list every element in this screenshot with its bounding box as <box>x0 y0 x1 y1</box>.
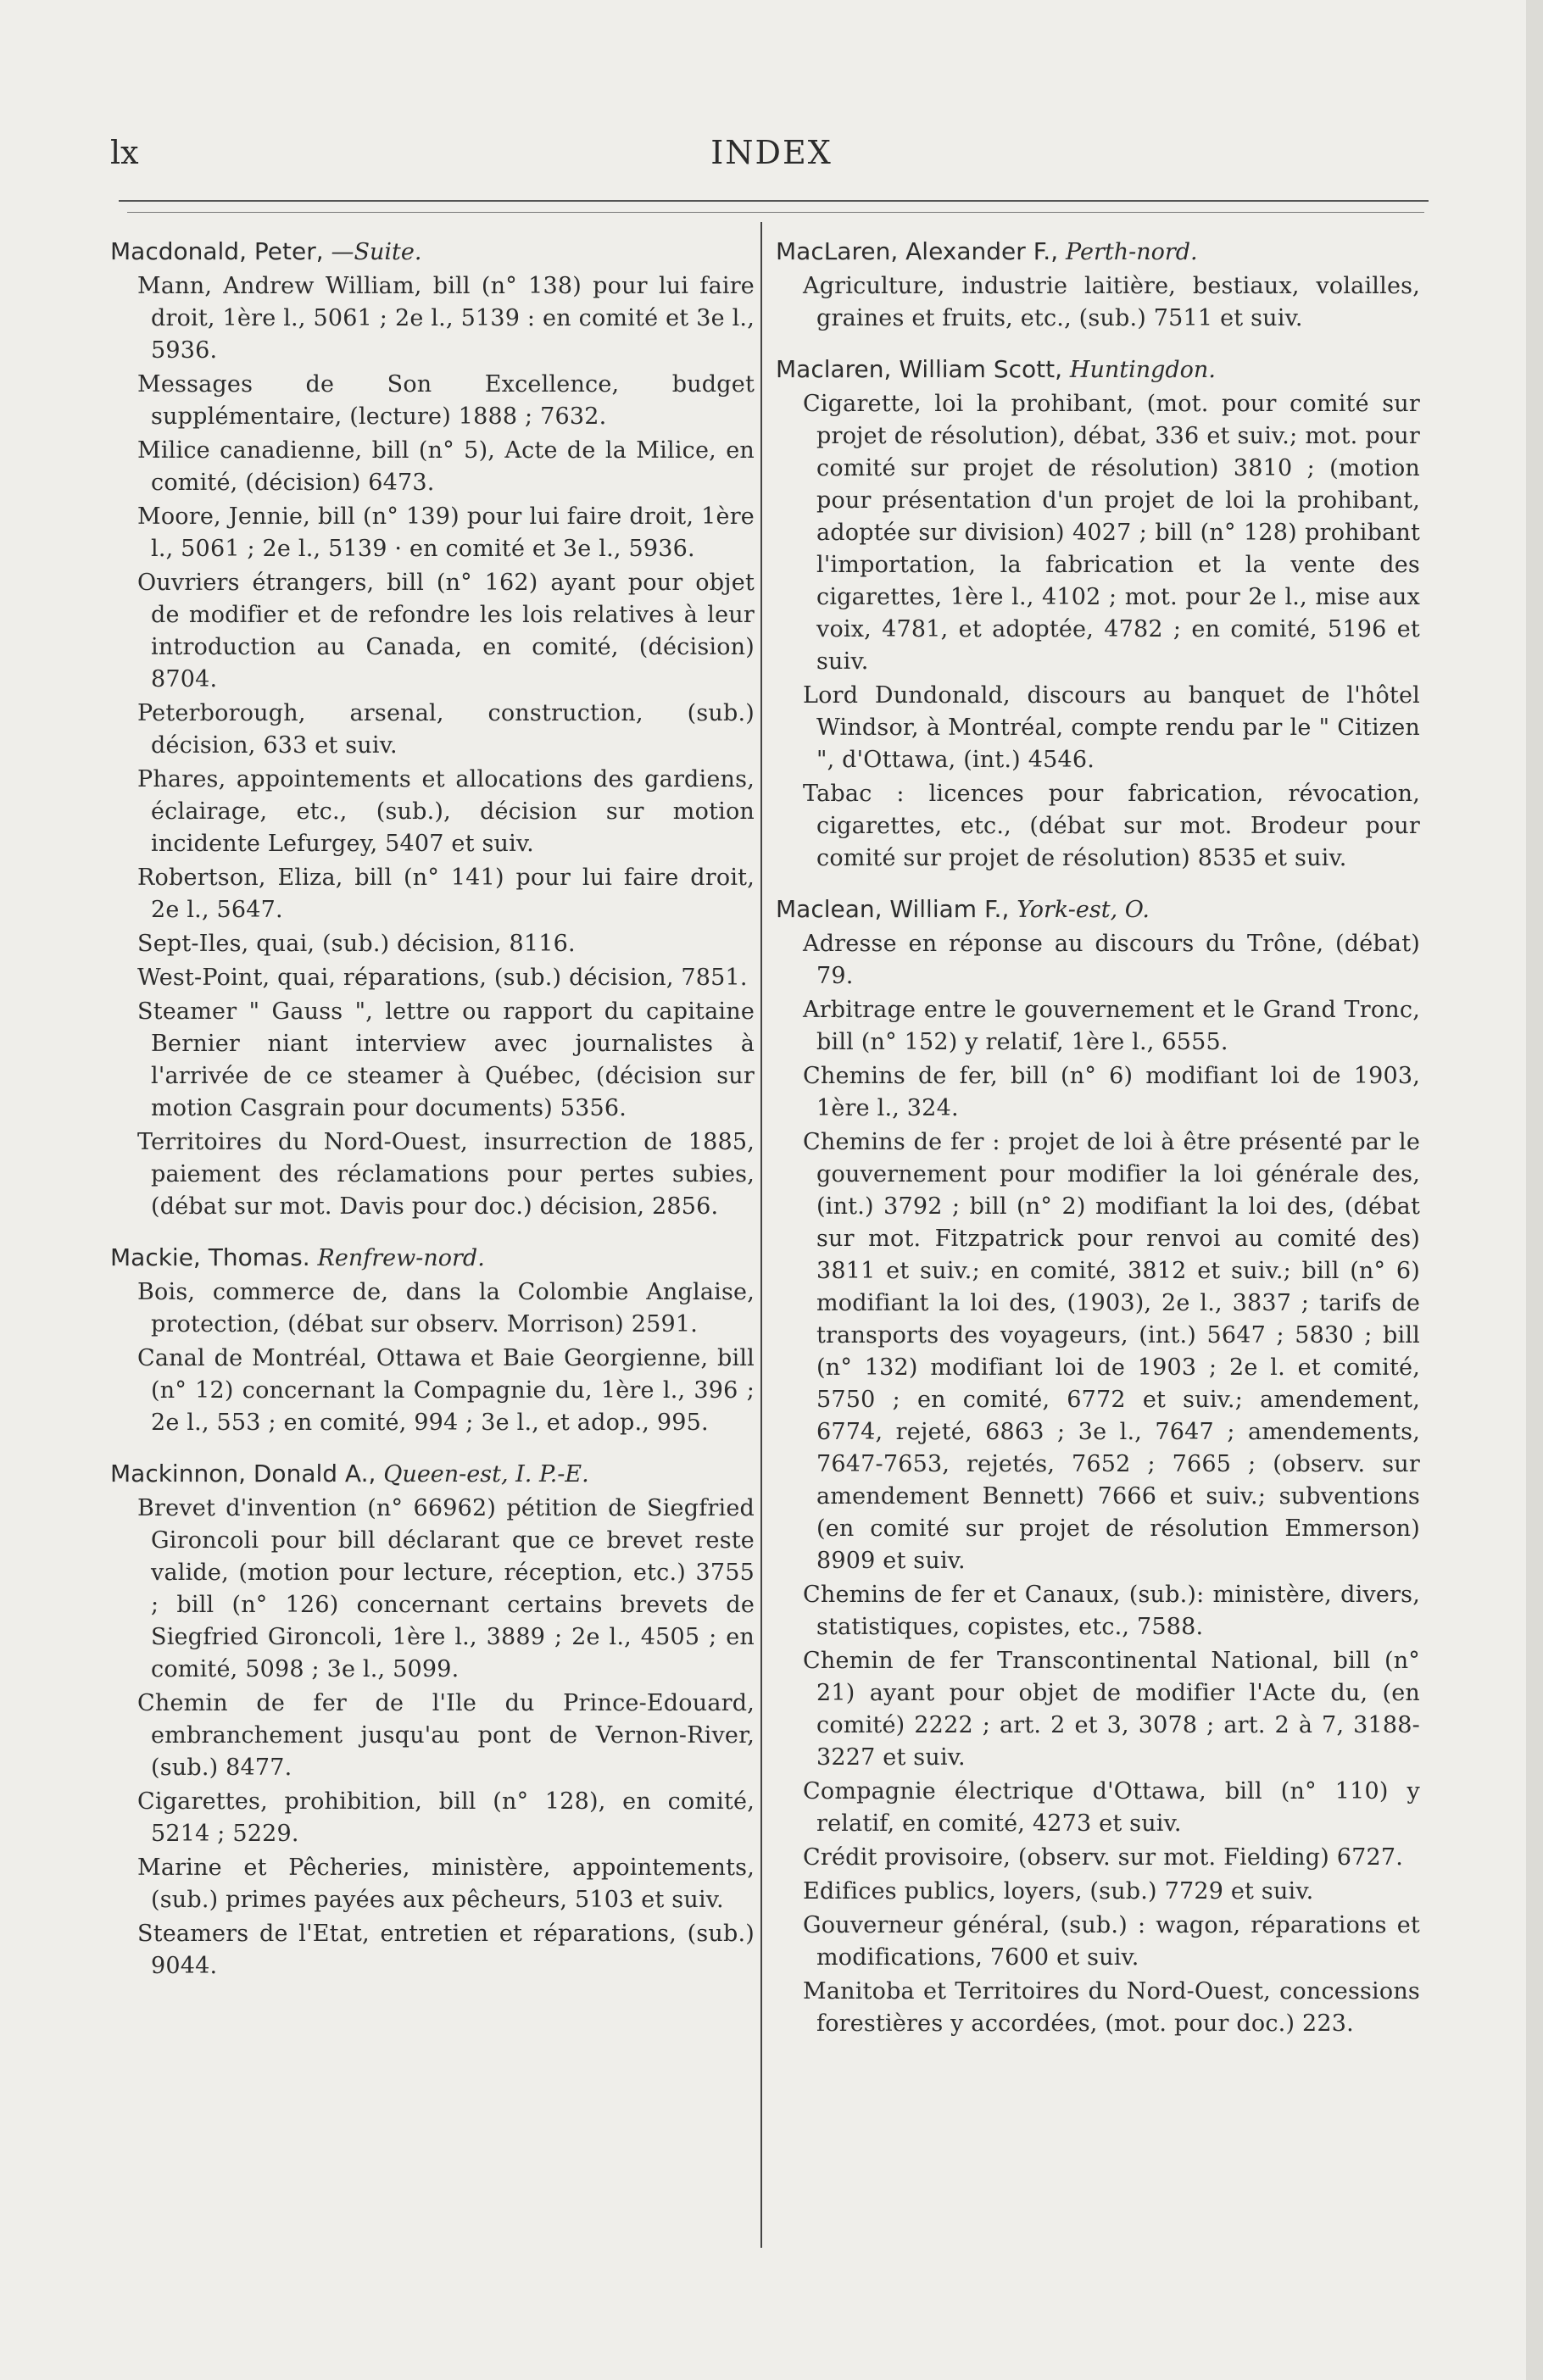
member-constituency: Queen-est, I. P.-E. <box>383 1461 589 1488</box>
index-entry: Chemins de fer : projet de loi à être présenté par le gouvernement pour modifier la loi générale des, (int.) 3792 ; bill (n° 2) modifiant la loi des, (débat sur mot. Fitzpatrick pour renvoi au comité des) 3811 et suiv.; en comité, 3812 et suiv.; bill (n° 6) modifiant la loi des, (1903), 2e l., 3837 ; tarifs de transports des voyageurs, (int.) 5647 ; 5830 ; bill (n° 132) modifiant loi de 1903 ; 2e l. et comité, 5750 ; en comité, 6772 et suiv.; amendement, 6774, rejeté, 6863 ; 3e l., 7647 ; amendements, 7647-7653, rejetés, 7652 ; 7665 ; (observ. sur amendement Bennett) 7666 et suiv.; subventions (en comité sur projet de résolution Emmerson) 8909 et suiv. <box>803 1129 1420 1574</box>
member-name: Macdonald, Peter, <box>110 237 324 265</box>
member-name: Maclaren, William Scott, <box>776 355 1062 383</box>
index-entry: Manitoba et Territoires du Nord-Ouest, concessions forestières y accordées, (mot. pour doc.) 223. <box>803 1978 1420 2037</box>
member-heading <box>110 236 755 269</box>
member-constituency: Perth-nord. <box>1066 239 1198 265</box>
index-entry: Compagnie électrique d'Ottawa, bill (n° 110) y relatif, en comité, 4273 et suiv. <box>803 1778 1420 1837</box>
index-entry: Steamers de l'Etat, entretien et réparations, (sub.) 9044. <box>137 1921 755 1979</box>
index-entry: Ouvriers étrangers, bill (n° 162) ayant pour objet de modifier et de refondre les lois relatives à leur introduction au Canada, en comité, (décision) 8704. <box>137 570 755 692</box>
index-entry: Agriculture, industrie laitière, bestiaux, volailles, graines et fruits, etc., (sub.) 7511 et suiv. <box>803 273 1420 331</box>
index-entry: Tabac : licences pour fabrication, révocation, cigarettes, etc., (débat sur mot. Brodeur pour comité sur projet de résolution) 8535 et suiv. <box>803 781 1420 871</box>
page-edge <box>1526 0 1543 2380</box>
member-constituency: Huntingdon. <box>1069 357 1216 383</box>
page-number: lx <box>110 134 139 171</box>
index-entry: Robertson, Eliza, bill (n° 141) pour lui faire droit, 2e l., 5647. <box>137 865 755 923</box>
member-constituency: York-est, O. <box>1017 897 1150 923</box>
page-title: INDEX <box>710 134 833 171</box>
member-constituency: Renfrew-nord. <box>317 1245 485 1271</box>
index-entry: Phares, appointements et allocations des gardiens, éclairage, etc., (sub.), décision sur motion incidente Lefurgey, 5407 et suiv. <box>137 766 755 857</box>
index-entry: Sept-Iles, quai, (sub.) décision, 8116. <box>137 931 576 957</box>
member-heading <box>776 353 1420 386</box>
index-entry: Crédit provisoire, (observ. sur mot. Fielding) 6727. <box>803 1844 1404 1871</box>
index-entry: West-Point, quai, réparations, (sub.) décision, 7851. <box>137 965 748 991</box>
index-entry: Arbitrage entre le gouvernement et le Grand Tronc, bill (n° 152) y relatif, 1ère l., 6555. <box>803 997 1420 1055</box>
member-name: Maclean, William F., <box>776 895 1010 923</box>
index-entry: Territoires du Nord-Ouest, insurrection de 1885, paiement des réclamations pour pertes subies, (débat sur mot. Davis pour doc.) décision, 2856. <box>137 1129 755 1220</box>
index-entry: Peterborough, arsenal, construction, (sub.) décision, 633 et suiv. <box>137 700 755 759</box>
index-entry: Milice canadienne, bill (n° 5), Acte de la Milice, en comité, (décision) 6473. <box>137 437 755 496</box>
member-name: Mackinnon, Donald A., <box>110 1460 376 1488</box>
index-entry: Chemin de fer Transcontinental National, bill (n° 21) ayant pour objet de modifier l'Acte du, (en comité) 2222 ; art. 2 et 3, 3078 ; art. 2 à 7, 3188-3227 et suiv. <box>803 1648 1420 1771</box>
index-entry: Cigarettes, prohibition, bill (n° 128), en comité, 5214 ; 5229. <box>137 1788 755 1847</box>
index-entry: Gouverneur général, (sub.) : wagon, réparations et modifications, 7600 et suiv. <box>803 1912 1420 1971</box>
index-entry: Steamer " Gauss ", lettre ou rapport du capitaine Bernier niant interview avec journalistes à l'arrivée de ce steamer à Québec, (décision sur motion Casgrain pour documents) 5356. <box>137 998 755 1121</box>
index-entry: Messages de Son Excellence, budget supplémentaire, (lecture) 1888 ; 7632. <box>137 371 755 430</box>
index-entry: Chemins de fer, bill (n° 6) modifiant loi de 1903, 1ère l., 324. <box>803 1063 1420 1121</box>
index-entry: Mann, Andrew William, bill (n° 138) pour lui faire droit, 1ère l., 5061 ; 2e l., 5139 : en comité et 3e l., 5936. <box>137 273 755 364</box>
member-name: Mackie, Thomas. <box>110 1243 310 1271</box>
index-entry: Chemin de fer de l'Ile du Prince-Edouard, embranchement jusqu'au pont de Vernon-River, (sub.) 8477. <box>137 1690 755 1781</box>
member-heading <box>776 236 1420 269</box>
index-entry: Lord Dundonald, discours au banquet de l'hôtel Windsor, à Montréal, compte rendu par le " Citizen ", d'Ottawa, (int.) 4546. <box>803 682 1420 773</box>
right-column <box>776 229 1420 2042</box>
member-name: MacLaren, Alexander F., <box>776 237 1059 265</box>
column-divider <box>760 222 762 2248</box>
header-rule-thin <box>127 212 1424 213</box>
index-entry: Bois, commerce de, dans la Colombie Anglaise, protection, (débat sur observ. Morrison) 2591. <box>137 1279 755 1337</box>
member-constituency: —Suite. <box>331 239 422 265</box>
index-entry: Cigarette, loi la prohibant, (mot. pour comité sur projet de résolution), débat, 336 et suiv.; mot. pour comité sur projet de résolution) 3810 ; (motion pour présentation d'un projet de loi la prohibant, adoptée sur division) 4027 ; bill (n° 128) prohibant l'importation, la fabrication et la vente des cigarettes, 1ère l., 4102 ; mot. pour 2e l., mise aux voix, 4781, et adoptée, 4782 ; en comité, 5196 et suiv. <box>803 391 1420 675</box>
index-entry: Canal de Montréal, Ottawa et Baie Georgienne, bill (n° 12) concernant la Compagnie du, 1ère l., 396 ; 2e l., 553 ; en comité, 994 ; 3e l., et adop., 995. <box>137 1345 755 1436</box>
running-head <box>110 134 1433 176</box>
index-entry: Chemins de fer et Canaux, (sub.): ministère, divers, statistiques, copistes, etc., 7588. <box>803 1582 1420 1640</box>
member-heading <box>110 1458 755 1491</box>
index-entry: Marine et Pêcheries, ministère, appointements, (sub.) primes payées aux pêcheurs, 5103 et suiv. <box>137 1855 755 1913</box>
member-heading <box>776 893 1420 926</box>
index-entry: Edifices publics, loyers, (sub.) 7729 et suiv. <box>803 1878 1314 1905</box>
index-entry: Moore, Jennie, bill (n° 139) pour lui faire droit, 1ère l., 5061 ; 2e l., 5139 · en comité et 3e l., 5936. <box>137 503 755 562</box>
member-heading <box>110 1242 755 1275</box>
left-column <box>110 229 755 1984</box>
index-entry: Adresse en réponse au discours du Trône, (débat) 79. <box>803 931 1420 989</box>
header-rule <box>119 200 1429 202</box>
index-entry: Brevet d'invention (n° 66962) pétition de Siegfried Gironcoli pour bill déclarant que ce brevet reste valide, (motion pour lecture, réception, etc.) 3755 ; bill (n° 126) concernant certains brevets de Siegfried Gironcoli, 1ère l., 3889 ; 2e l., 4505 ; en comité, 5098 ; 3e l., 5099. <box>137 1495 755 1682</box>
